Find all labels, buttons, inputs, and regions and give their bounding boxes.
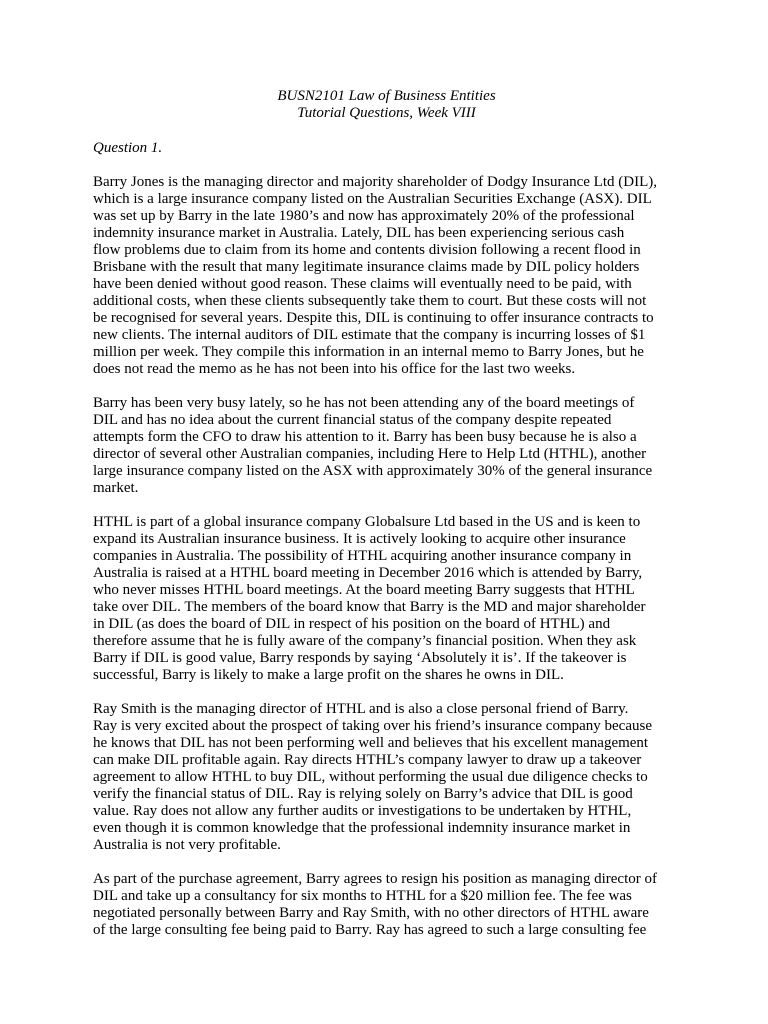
paragraph-line: value. Ray does not allow any further audits or investigations to be undertaken by HTHL, <box>93 803 632 819</box>
paragraph-line: therefore assume that he is fully aware of the company’s financial position. When they ask <box>93 633 637 649</box>
paragraph-line: Australia is raised at a HTHL board meeting in December 2016 which is attended by Barry, <box>93 565 643 581</box>
paragraph-line: new clients. The internal auditors of DIL estimate that the company is incurring losses of $1 <box>93 327 646 343</box>
paragraph-line: additional costs, when these clients subsequently take them to court. But these costs will not <box>93 293 647 309</box>
paragraph <box>93 174 680 378</box>
paragraph-line: flow problems due to claim from its home and contents division following a recent flood in <box>93 242 641 258</box>
paragraph-line: Ray Smith is the managing director of HTHL and is also a close personal friend of Barry. <box>93 701 629 717</box>
paragraph-line: who never misses HTHL board meetings. At the board meeting Barry suggests that HTHL <box>93 582 635 598</box>
paragraph <box>93 395 680 497</box>
document-page <box>93 88 680 939</box>
paragraph-line: Barry Jones is the managing director and majority shareholder of Dodgy Insurance Ltd (DIL), <box>93 174 657 190</box>
paragraph-line: Australia is not very profitable. <box>93 837 281 853</box>
document-header <box>93 88 680 122</box>
paragraph-line: director of several other Australian companies, including Here to Help Ltd (HTHL), another <box>93 446 647 462</box>
paragraph-line: expand its Australian insurance business. It is actively looking to acquire other insurance <box>93 531 626 547</box>
paragraph-line: market. <box>93 480 139 496</box>
paragraph-line: large insurance company listed on the ASX with approximately 30% of the general insurance <box>93 463 653 479</box>
question-body <box>93 174 680 939</box>
paragraph-line: attempts form the CFO to draw his attention to it. Barry has been busy because he is also a <box>93 429 637 445</box>
paragraph <box>93 871 680 939</box>
question-label: Question 1. <box>93 140 163 156</box>
paragraph-line: DIL and take up a consultancy for six months to HTHL for a $20 million fee. The fee was <box>93 888 632 904</box>
paragraph-line: have been denied without good reason. These claims will eventually need to be paid, with <box>93 276 632 292</box>
paragraph-line: Ray is very excited about the prospect of taking over his friend’s insurance company because <box>93 718 652 734</box>
paragraph-line: HTHL is part of a global insurance company Globalsure Ltd based in the US and is keen to <box>93 514 641 530</box>
paragraph-line: As part of the purchase agreement, Barry agrees to resign his position as managing director of <box>93 871 657 887</box>
paragraph-line: be recognised for several years. Despite this, DIL is continuing to offer insurance contracts to <box>93 310 654 326</box>
paragraph <box>93 514 680 684</box>
paragraph <box>93 701 680 854</box>
paragraph-line: Brisbane with the result that many legitimate insurance claims made by DIL policy holders <box>93 259 640 275</box>
paragraph-line: does not read the memo as he has not been into his office for the last two weeks. <box>93 361 576 377</box>
document-subtitle: Tutorial Questions, Week VIII <box>297 105 476 121</box>
paragraph-line: of the large consulting fee being paid to Barry. Ray has agreed to such a large consulting fee <box>93 922 647 938</box>
paragraph-line: even though it is common knowledge that the professional indemnity insurance market in <box>93 820 631 836</box>
paragraph-line: was set up by Barry in the late 1980’s and now has approximately 20% of the professional <box>93 208 635 224</box>
paragraph-line: indemnity insurance market in Australia. Lately, DIL has been experiencing serious cash <box>93 225 625 241</box>
paragraph-line: negotiated personally between Barry and Ray Smith, with no other directors of HTHL aware <box>93 905 649 921</box>
paragraph-line: million per week. They compile this information in an internal memo to Barry Jones, but he <box>93 344 644 360</box>
paragraph-line: in DIL (as does the board of DIL in respect of his position on the board of HTHL) and <box>93 616 611 632</box>
paragraph-line: which is a large insurance company listed on the Australian Securities Exchange (ASX). DIL <box>93 191 652 207</box>
paragraph-line: can make DIL profitable again. Ray directs HTHL’s company lawyer to draw up a takeover <box>93 752 642 768</box>
paragraph-line: companies in Australia. The possibility of HTHL acquiring another insurance company in <box>93 548 632 564</box>
paragraph-line: agreement to allow HTHL to buy DIL, without performing the usual due diligence checks to <box>93 769 648 785</box>
paragraph-line: successful, Barry is likely to make a large profit on the shares he owns in DIL. <box>93 667 564 683</box>
paragraph-line: DIL and has no idea about the current financial status of the company despite repeated <box>93 412 612 428</box>
paragraph-line: he knows that DIL has not been performing well and believes that his excellent management <box>93 735 649 751</box>
paragraph-line: verify the financial status of DIL. Ray is relying solely on Barry’s advice that DIL is good <box>93 786 633 802</box>
paragraph-line: Barry if DIL is good value, Barry responds by saying ‘Absolutely it is’. If the takeover is <box>93 650 627 666</box>
course-title: BUSN2101 Law of Business Entities <box>277 88 496 104</box>
paragraph-line: take over DIL. The members of the board know that Barry is the MD and major shareholder <box>93 599 646 615</box>
paragraph-line: Barry has been very busy lately, so he has not been attending any of the board meetings of <box>93 395 635 411</box>
